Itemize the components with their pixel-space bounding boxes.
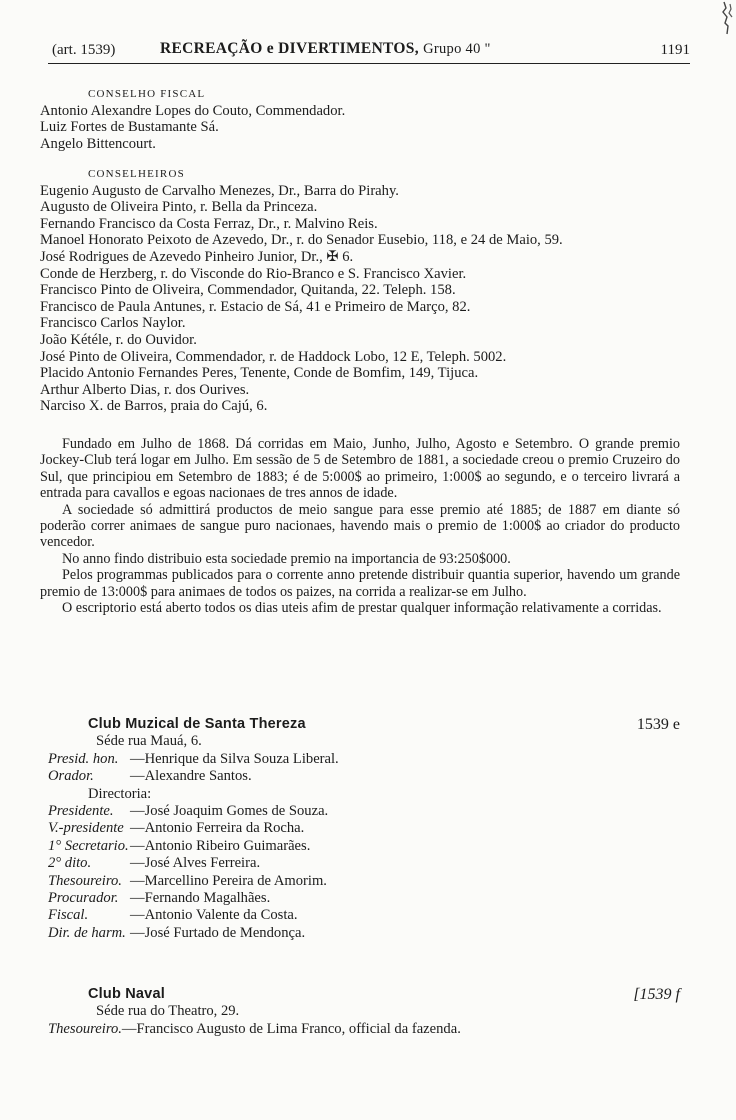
list-item: Eugenio Augusto de Carvalho Menezes, Dr., Barra do Pirahy. [40, 182, 399, 199]
list-item: Francisco Carlos Naylor. [40, 315, 186, 332]
officer-role: V.-presidente [48, 820, 124, 837]
officer-name: —Marcellino Pereira de Amorim. [130, 872, 327, 889]
list-item: Fernando Francisco da Costa Ferraz, Dr., r. Malvino Reis. [40, 215, 378, 232]
officer-name: —Antonio Valente da Costa. [130, 907, 298, 924]
conselho-fiscal-section [40, 86, 680, 152]
officer-role: Fiscal. [48, 907, 89, 924]
officer-role: Presid. hon. [48, 750, 119, 767]
club-address: Séde rua do Theatro, 29. [96, 1003, 240, 1020]
officer-role: Procurador. [48, 890, 119, 907]
officer-row [48, 873, 680, 890]
margin-stamp-mark [706, 0, 736, 46]
entry-code: [1539 f [633, 986, 680, 1003]
list-item: João Kétéle, r. do Ouvidor. [40, 331, 197, 348]
section-title-text: RECREAÇÃO e DIVERTIMENTOS, [160, 40, 419, 57]
list-item: Francisco de Paula Antunes, r. Estacio de Sá, 41 e Primeiro de Março, 82. [40, 298, 471, 315]
list-item: Manoel Honorato Peixoto de Azevedo, Dr., r. do Senador Eusebio, 118, e 24 de Maio, 59. [40, 232, 563, 249]
paragraph: Pelos programmas publicados para o corrente anno pretende distribuir quantia superior, havendo um grande premio de 13:000$ para animaes de todos os paizes, na corrida a realizar-se em Julho. [40, 567, 680, 600]
list-item: Augusto de Oliveira Pinto, r. Bella da Princeza. [40, 199, 318, 216]
officer-role: Thesoureiro. [48, 1020, 122, 1037]
list-item: Placido Antonio Fernandes Peres, Tenente, Conde de Bomfim, 149, Tijuca. [40, 365, 479, 382]
club-muzical-entry [48, 716, 680, 942]
officer-row [48, 855, 680, 872]
officer-name: —Fernando Magalhães. [130, 890, 271, 907]
officer-name: —Henrique da Silva Souza Liberal. [130, 750, 339, 767]
officer-row [48, 907, 680, 924]
paragraph: No anno findo distribuio esta sociedade premio na importancia de 93:250$000. [62, 550, 511, 567]
list-item: Narciso X. de Barros, praia do Cajú, 6. [40, 398, 268, 415]
paragraph: O escriptorio está aberto todos os dias uteis afim de prestar qualquer informação relativamente a corridas. [62, 600, 662, 617]
officer-role: 2° dito. [48, 855, 92, 872]
officer-role: Presidente. [48, 803, 114, 820]
officer-role: Orador. [48, 768, 94, 785]
conselheiros-section [40, 166, 680, 415]
paragraph: Fundado em Julho de 1868. Dá corridas em Maio, Junho, Julho, Agosto e Setembro. O grande premio Jockey-Club terá logar em Julho. Em sessão de 5 de Setembro de 1881, a sociedade creou o premio Cruzeiro do Sul, que principiou em Setembro de 1883; é de 5:000$ ao primeiro, 1:000$ ao segundo, e o terceiro livrará a entrada para cavallos e egoas nacionaes de tres annos de idade. [40, 436, 680, 502]
officer-name: —Alexandre Santos. [130, 768, 252, 785]
list-item: José Pinto de Oliveira, Commendador, r. de Haddock Lobo, 12 E, Teleph. 5002. [40, 348, 507, 365]
list-item: Francisco Pinto de Oliveira, Commendador, Quitanda, 22. Teleph. 158. [40, 282, 456, 299]
group-label: Grupo 40 " [423, 41, 491, 57]
officer-row [48, 925, 680, 942]
officer-row [48, 838, 680, 855]
officer-row [48, 768, 680, 785]
officer-name: —José Alves Ferreira. [130, 855, 261, 872]
page-number: 1191 [660, 42, 690, 58]
officer-name: —Francisco Augusto de Lima Franco, official da fazenda. [121, 1020, 461, 1037]
list-item: Luiz Fortes de Bustamante Sá. [40, 119, 219, 136]
officer-role: Dir. de harm. [48, 924, 126, 941]
officer-row [48, 820, 680, 837]
list-item: Angelo Bittencourt. [40, 135, 156, 152]
list-item: José Rodrigues de Azevedo Pinheiro Junior, Dr., ✠ 6. [40, 248, 354, 265]
officer-name: —José Furtado de Mendonça. [130, 924, 306, 941]
officer-row [48, 803, 680, 820]
directoria-label: Directoria: [88, 785, 152, 802]
section-title [160, 40, 491, 58]
article-ref: (art. 1539) [52, 42, 116, 58]
club-name: Club Naval [88, 986, 165, 1002]
club-address: Séde rua Mauá, 6. [96, 733, 202, 750]
officer-row [48, 890, 680, 907]
officer-role: 1° Secretario. [48, 837, 129, 854]
officer-row [48, 1021, 680, 1038]
description-section [40, 436, 680, 616]
running-header [40, 40, 690, 62]
paragraph: A sociedade só admittirá productos de meio sangue para esse premio até 1885; de 1887 em diante só poderão correr animaes de sangue puro nacionaes, havendo mais o premio de 1:000$ ao criador do producto vencedor. [40, 501, 680, 551]
club-naval-entry [48, 986, 680, 1038]
officer-row [48, 751, 680, 768]
officer-name: —José Joaquim Gomes de Souza. [130, 803, 329, 820]
officer-role: Thesoureiro. [48, 872, 122, 889]
list-item: Conde de Herzberg, r. do Visconde do Rio-Branco e S. Francisco Xavier. [40, 265, 467, 282]
list-item: Arthur Alberto Dias, r. dos Ourives. [40, 381, 250, 398]
officer-name: —Antonio Ribeiro Guimarães. [130, 837, 311, 854]
entry-code: 1539 e [636, 716, 680, 733]
conselheiros-heading: CONSELHEIROS [88, 168, 185, 180]
conselho-fiscal-heading: CONSELHO FISCAL [88, 88, 206, 100]
list-item: Antonio Alexandre Lopes do Couto, Commendador. [40, 102, 346, 119]
club-name: Club Muzical de Santa Thereza [88, 716, 306, 732]
header-rule [48, 63, 690, 64]
officer-name: —Antonio Ferreira da Rocha. [130, 820, 305, 837]
